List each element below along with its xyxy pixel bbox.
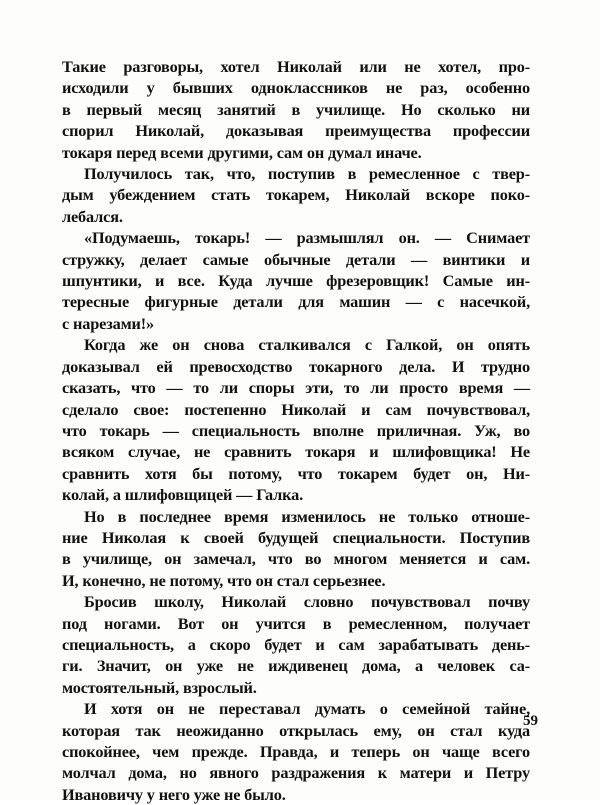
body-text [62,56,530,805]
text-line: И хотя он не переставал думать о семейной тайне, [84,699,530,719]
text-line: сделало свое: постепенно Николай и сам почувствовал, [62,399,530,419]
text-line: специальность, а скоро будет и сам зарабатывать день- [62,634,530,654]
text-line: стружку, делает самые обычные детали — винтики и [62,249,530,269]
text-line: спорил Николай, доказывая преимущества профессии [62,121,530,141]
paragraph-1 [62,56,530,163]
text-line: токаря перед всеми другими, сам он думал иначе. [62,142,422,162]
text-line: шпунтики, и все. Куда лучше фрезеровщик! Самые ин- [62,271,530,291]
paragraph-3 [62,227,530,334]
text-line: под ногами. Вот он учится в ремесленном, получает [62,613,530,633]
text-line: Такие разговоры, хотел Николай или не хотел, про- [62,57,530,76]
text-line: ние Николая к своей будущей специальности. Поступив [62,527,530,547]
text-line: Когда же он снова сталкивался с Галкой, он опять [84,335,530,355]
paragraph-2 [62,163,530,227]
text-line: И, конечно, не потому, что он стал серьезнее. [62,570,386,590]
text-line: сказать, что — то ли споры эти, то ли просто время — [62,378,530,398]
text-line: «Подумаешь, токарь! — размышлял он. — Снимает [84,228,530,248]
text-line: Получилось так, что, поступив в ремесленное с твер- [84,164,530,184]
text-line: тересные фигурные детали для машин — с насечкой, [62,292,530,312]
text-line: лебался. [62,206,123,226]
paragraph-4 [62,334,530,505]
paragraph-6 [62,591,530,698]
text-line: что токарь — специальность вполне приличная. Уж, во [62,420,530,440]
text-line: Бросив школу, Николай словно почувствовал почву [84,592,530,612]
text-line: дым убеждением стать токарем, Николай вскоре поко- [62,185,530,205]
text-line: в училище, он замечал, что во многом меняется и сам. [62,549,530,569]
text-line: спокойнее, чем прежде. Правда, и теперь он чаще всего [62,742,530,761]
paragraph-5 [62,506,530,592]
text-line: доказывал ей превосходство токарного дела. И трудно [62,356,530,376]
text-line: Ивановичу у него уже не было. [62,784,286,804]
text-line: с нарезами!» [62,313,155,333]
page-number: 59 [523,713,538,729]
text-line: колай, а шлифовщицей — Галка. [62,485,304,505]
text-line: мостоятельный, взрослый. [62,677,257,697]
text-line: молчал дома, но явного раздражения к матери и Петру [62,763,530,783]
text-line: сравнить хотя бы потому, что токарем будет он, Ни- [62,463,530,483]
text-line: в первый месяц занятий в училище. Но сколько ни [62,99,530,119]
text-line: Но в последнее время изменилось не только отноше- [84,506,530,526]
text-line: которая так неожиданно открылась ему, он стал куда [62,720,530,740]
text-line: исходили у бывших одноклассников не раз, особенно [62,78,530,98]
paragraph-7 [62,698,530,805]
text-line: всяком случае, не сравнить токаря и шлифовщика! Не [62,442,530,462]
text-line: ги. Значит, он уже не иждивенец дома, а человек са- [62,656,530,676]
